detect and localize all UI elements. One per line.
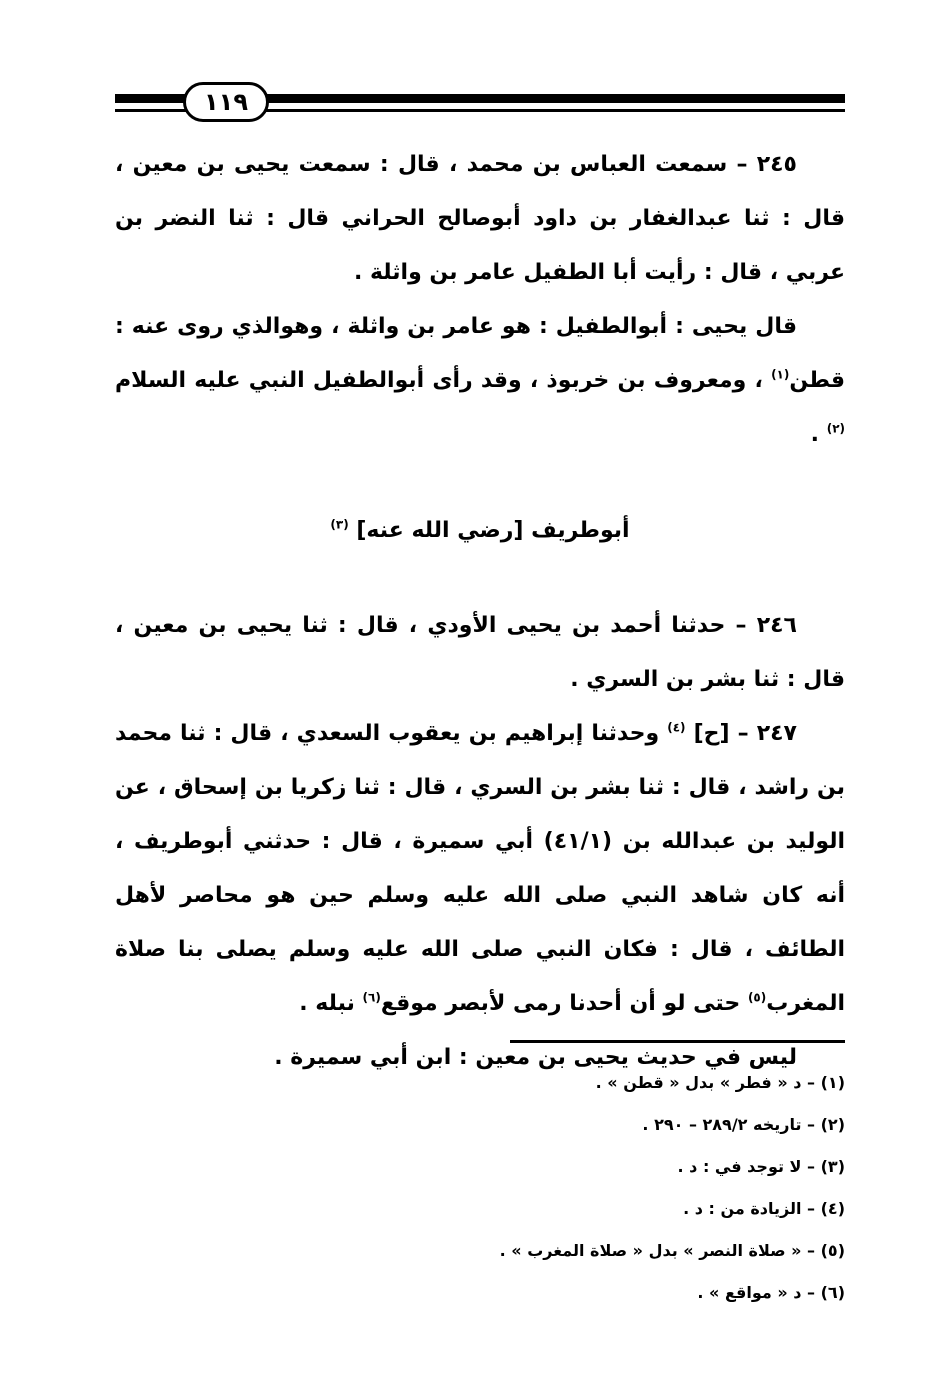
footnote-mark-2: (٢): [826, 421, 845, 436]
footnote-2: (٢) – تاريخه ٢٨٩/٢ – ٢٩٠ .: [642, 1115, 845, 1134]
paragraph-247: ٢٤٧ – [ح] $^{(٤)}$ وحدثنا إبراهيم بن يعقوب السعدي ، قال : ثنا محمد بن راشد ، قال : ثنا بشر بن السري ، قال : ثنا زكريا بن إسحاق ، عن الوليد بن عبدالله بن (٤١/١) أبي سميرة ، قال : حدثني أبوطريف ، أنه كان شاهد النبي صلى الله عليه وسلم حين هو محاصر لأهل الطائف ، قال : فكان النبي صلى الله عليه وسلم يصلى بنا صلاة المغرب$^{(٥)}$ حتى لو أن أحدنا رمى لأبصر موقع$^{(٦)}$ نبله .: [115, 720, 845, 1016]
page-header: [115, 82, 845, 126]
paragraph-245-text: ٢٤٥ – سمعت العباس بن محمد ، قال : سمعت يحيى بن معين ، قال : ثنا عبدالغفار بن داود أبوصالح الحراني قال : ثنا النضر بن عربي ، قال : رأيت أبا الطفيل عامر بن واثلة .: [115, 152, 845, 285]
footnotes: [115, 1062, 845, 1314]
footnote-separator: [510, 1040, 845, 1043]
footnote-mark-1: (١): [771, 367, 790, 382]
footnote-mark-6: (٦): [362, 990, 381, 1005]
footnote-3: (٣) – لا توجد في : د .: [677, 1157, 845, 1176]
paragraph-note: ليس في حديث يحيى بن معين : ابن أبي سميرة .: [274, 1045, 797, 1070]
footnote-5: (٥) – « صلاة النصر » بدل « صلاة المغرب » .: [499, 1241, 845, 1260]
footnote-6: (٦) – د « مواقع » .: [697, 1283, 845, 1302]
page-number: ١١٩: [183, 82, 269, 122]
footnote-1: (١) – د « فطر » بدل « قطن » .: [595, 1073, 845, 1092]
footnote-4: (٤) – الزيادة من : د .: [683, 1199, 845, 1218]
footnote-mark-5: (٥): [747, 990, 767, 1005]
section-heading: أبوطريف [رضي الله عنه] $^{(٣)}$: [330, 517, 630, 543]
paragraph-246: ٢٤٦ – حدثنا أحمد بن يحيى الأودي ، قال : ثنا يحيى بن معين ، قال : ثنا بشر بن السري .: [115, 613, 845, 692]
paragraph-245: [115, 138, 845, 300]
footnote-mark-4: (٤): [667, 720, 686, 735]
main-text: [115, 138, 845, 1085]
paragraph-yahya: قال يحيى : أبوالطفيل : هو عامر بن واثلة ، وهوالذي روى عنه : قطن$^{(١)}$ ، ومعروف بن خربوذ ، وقد رأى أبوالطفيل النبي عليه السلام $^{(٢)}$ .: [115, 314, 845, 447]
footnote-mark-3: (٣): [330, 517, 349, 532]
